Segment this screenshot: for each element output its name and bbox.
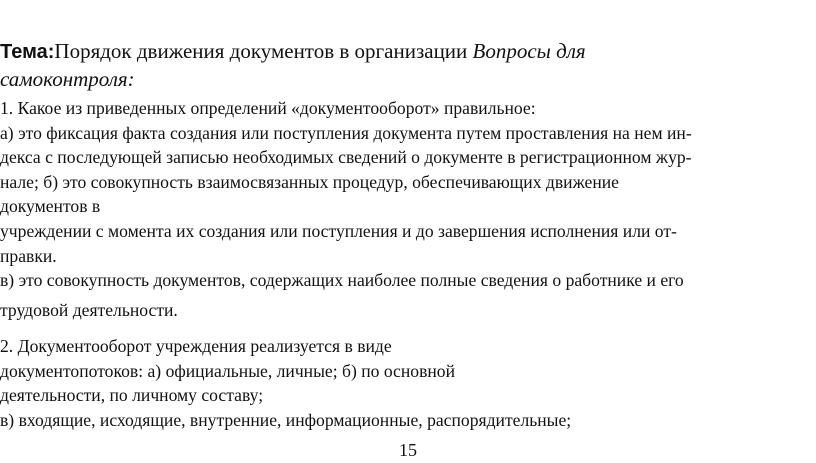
topic-text: Порядок движения документов в организации [54,39,468,63]
question-1-line: документов в [0,196,101,217]
question-2 [0,334,812,432]
question-2-line: в) входящие, исходящие, внутренние, информационные, распорядительные; [0,409,572,430]
question-1-line: нале; б) это совокупность взаимосвязанных процедур, обеспечивающих движение [0,171,619,192]
question-1-line: правки. [0,245,57,266]
question-1-line: в) это совокупность документов, содержащих наиболее полные сведения о работнике и его [0,270,684,291]
question-2-line: документопотоков: а) официальные, личные; б) по основной [0,360,456,381]
question-1-line: учреждении с момента их создания или поступления и до завершения исполнения или от- [0,220,677,241]
topic-label: Тема: [0,41,55,63]
question-1-line: 1. Какое из приведенных определений «документооборот» правильное: [0,98,536,118]
question-1 [0,96,812,323]
question-1-line: трудовой деятельности. [0,300,178,321]
question-1-line: а) это фиксация факта создания или поступления документа путем проставления на нем ин- [0,122,692,143]
question-1-line: декса с последующей записью необходимых сведений о документе в регистрационном жур- [0,147,692,168]
question-2-line: деятельности, по личному составу; [0,385,264,406]
self-check-heading-cont: самоконтроля: [0,67,135,91]
self-check-heading: Вопросы для [472,39,586,63]
page-number: 15 [399,440,417,460]
topic-heading [0,38,800,93]
question-2-line: 2. Документооборот учреждения реализуется в виде [0,336,392,356]
